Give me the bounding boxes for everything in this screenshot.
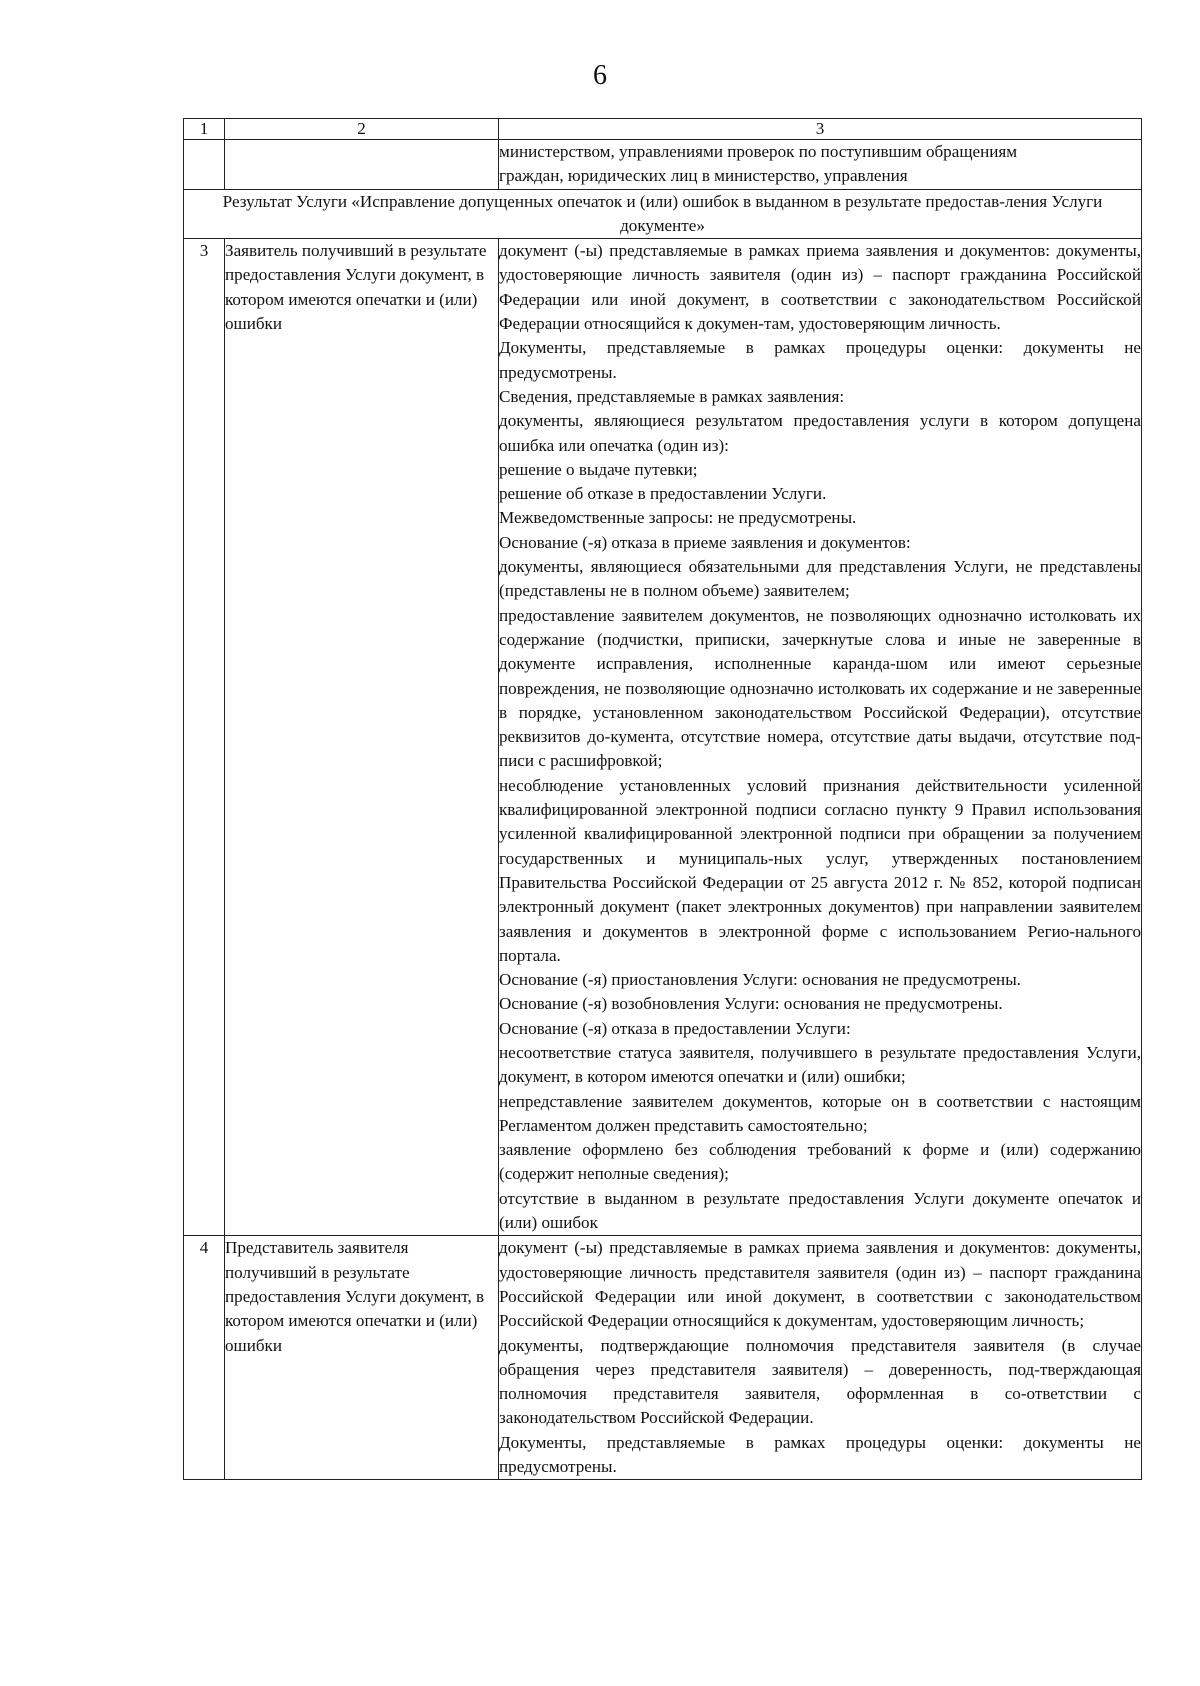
- content-paragraph: Основание (-я) отказа в предоставлении Услуги:: [499, 1018, 851, 1038]
- content-paragraph: предоставление заявителем документов, не позволяющих однозначно истолковать их содержание (подчистки, приписки, зачеркнутые слова и иные не заверенные в документе исправления, исполненные каранда-шом или имеют серьезные повреждения, не позволяющие однозначно истолковать их содержание и не заверенные в порядке, установленном законодательством Российской Федерации), отсутствие реквизитов до-кумента, отсутствие номера, отсутствие даты выдачи, отсутствие под-писи с расшифровкой;: [499, 605, 1141, 771]
- content-paragraph: Основание (-я) отказа в приеме заявления и документов:: [499, 532, 911, 552]
- row-content: [499, 1236, 1142, 1480]
- content-paragraph: документы, подтверждающие полномочия представителя заявителя (в случае обращения через представителя заявителя) – доверенность, под-тверждающая полномочия представителя заявителя, оформленная в со-ответствии с законодательством Российской Федерации.: [499, 1335, 1141, 1428]
- row-content: [499, 239, 1142, 1236]
- content-paragraph: документ (-ы) представляемые в рамках приема заявления и документов: документы, удостоверяющие личность представителя заявителя (один из) – паспорт гражданина Российской Федерации или иной документ, в соответствии с законодательством Российской Федерации относящийся к документам, удостоверяющим личность;: [499, 1238, 1141, 1331]
- page-number: 6: [593, 60, 607, 91]
- content-paragraph: документы, являющиеся обязательными для представления Услуги, не представлены (представлены не в полном объеме) заявителем;: [499, 557, 1141, 601]
- result-title-row: [184, 189, 1142, 239]
- table-row: [184, 239, 1142, 1236]
- row-number: 3: [184, 239, 225, 1236]
- continuation-line: граждан, юридических лиц в министерство, управления: [499, 166, 908, 186]
- content-paragraph: Межведомственные запросы: не предусмотрены.: [499, 508, 857, 528]
- content-paragraph: отсутствие в выданном в результате предоставления Услуги документе опечаток и (или) ошибок: [499, 1188, 1141, 1233]
- content-paragraph: несоблюдение установленных условий признания действительности усиленной квалифицированной электронной подписи согласно пункту 9 Правил использования усиленной квалифицированной электронной подписи при обращении за получением государственных и муниципаль-ных услуг, утвержденных постановлением Правительства Российской Федерации от 25 августа 2012 г. № 852, которой подписан электронный документ (пакет электронных документов) при направлении заявителем заявления и документов в электронной форме с использованием Регио-нального портала.: [499, 775, 1141, 965]
- content-paragraph: заявление оформлено без соблюдения требований к форме и (или) содержанию (содержит неполные сведения);: [499, 1140, 1141, 1184]
- table-row: [184, 1236, 1142, 1480]
- result-title: Результат Услуги «Исправление допущенных опечаток и (или) ошибок в выданном в результате предостав-ления Услуги документе»: [184, 189, 1142, 239]
- continuation-text: [499, 140, 1142, 190]
- header-col-3: 3: [499, 119, 1142, 140]
- content-paragraph: Сведения, представляемые в рамках заявления:: [499, 386, 845, 406]
- content-paragraph: решение об отказе в предоставлении Услуги.: [499, 484, 827, 504]
- content-paragraph: несоответствие статуса заявителя, получившего в результате предоставления Услуги, документ, в котором имеются опечатки и (или) ошибки;: [499, 1042, 1141, 1087]
- header-col-1: 1: [184, 119, 225, 140]
- content-paragraph: Основание (-я) приостановления Услуги: основания не предусмотрены.: [499, 970, 1021, 990]
- continuation-line: министерством, управлениями проверок по поступившим обращениям: [499, 142, 1018, 161]
- content-paragraph: документы, являющиеся результатом предоставления услуги в котором допущена ошибка или опечатка (один из):: [499, 411, 1141, 455]
- applicant-category: Заявитель получивший в результате предоставления Услуги документ, в котором имеются опечатки и (или) ошибки: [225, 239, 499, 1236]
- continuation-row: [184, 140, 1142, 190]
- content-paragraph: решение о выдаче путевки;: [499, 459, 698, 479]
- content-paragraph: Документы, представляемые в рамках процедуры оценки: документы не предусмотрены.: [499, 338, 1141, 382]
- applicant-category: Представитель заявителя получивший в результате предоставления Услуги документ, в котором имеются опечатки и (или) ошибки: [225, 1236, 499, 1480]
- continuation-col-2: [225, 140, 499, 190]
- content-paragraph: документ (-ы) представляемые в рамках приема заявления и документов: документы, удостоверяющие личность заявителя (один из) – паспорт гражданина Российской Федерации или иной документ, в соответствии с законодательством Российской Федерации относящийся к докумен-там, удостоверяющим личность.: [499, 241, 1141, 334]
- content-paragraph: Основание (-я) возобновления Услуги: основания не предусмотрены.: [499, 994, 1003, 1014]
- content-paragraph: непредставление заявителем документов, которые он в соответствии с настоящим Регламентом должен представить самостоятельно;: [499, 1091, 1141, 1135]
- continuation-col-1: [184, 140, 225, 190]
- table-header-row: [184, 119, 1142, 140]
- header-col-2: 2: [225, 119, 499, 140]
- content-paragraph: Документы, представляемые в рамках процедуры оценки: документы не предусмотрены.: [499, 1432, 1141, 1477]
- row-number: 4: [184, 1236, 225, 1480]
- services-table: [183, 118, 1142, 1480]
